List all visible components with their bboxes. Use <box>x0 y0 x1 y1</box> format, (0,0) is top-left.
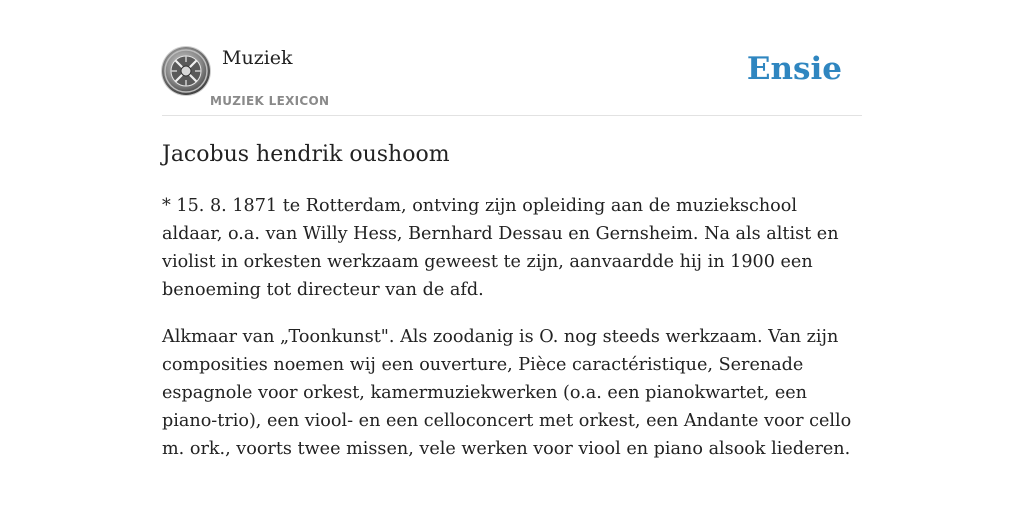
article-paragraph: Alkmaar van „Toonkunst". Als zoodanig is O. nog steeds werkzaam. Van zijn composities noemen wij een ouverture, Pièce caractéristique, Serenade espagnole voor orkest, kamermuziekwerken (o.a. een pianokwartet, een piano-trio), een viool- en een celloconcert met orkest, een Andante voor cello m. ork., voorts twee missen, vele werken voor viool en piano alsook liederen. <box>162 327 852 459</box>
site-name[interactable]: Muziek <box>222 47 293 69</box>
article-paragraph: * 15. 8. 1871 te Rotterdam, ontving zijn opleiding aan de muziekschool aldaar, o.a. van Willy Hess, Bernhard Dessau en Gernsheim. Na als altist en violist in orkesten werkzaam geweest te zijn, aanvaardde hij in 1900 een benoeming tot directeur van de afd. <box>162 196 839 300</box>
page <box>162 0 862 512</box>
emblem-icon[interactable] <box>162 47 210 95</box>
emblem-graphic <box>162 47 210 95</box>
header <box>162 0 862 116</box>
brand-logo[interactable]: Ensie <box>746 51 842 87</box>
site-subtitle: MUZIEK LEXICON <box>210 94 330 108</box>
page-title: Jacobus hendrik oushoom <box>162 142 450 167</box>
